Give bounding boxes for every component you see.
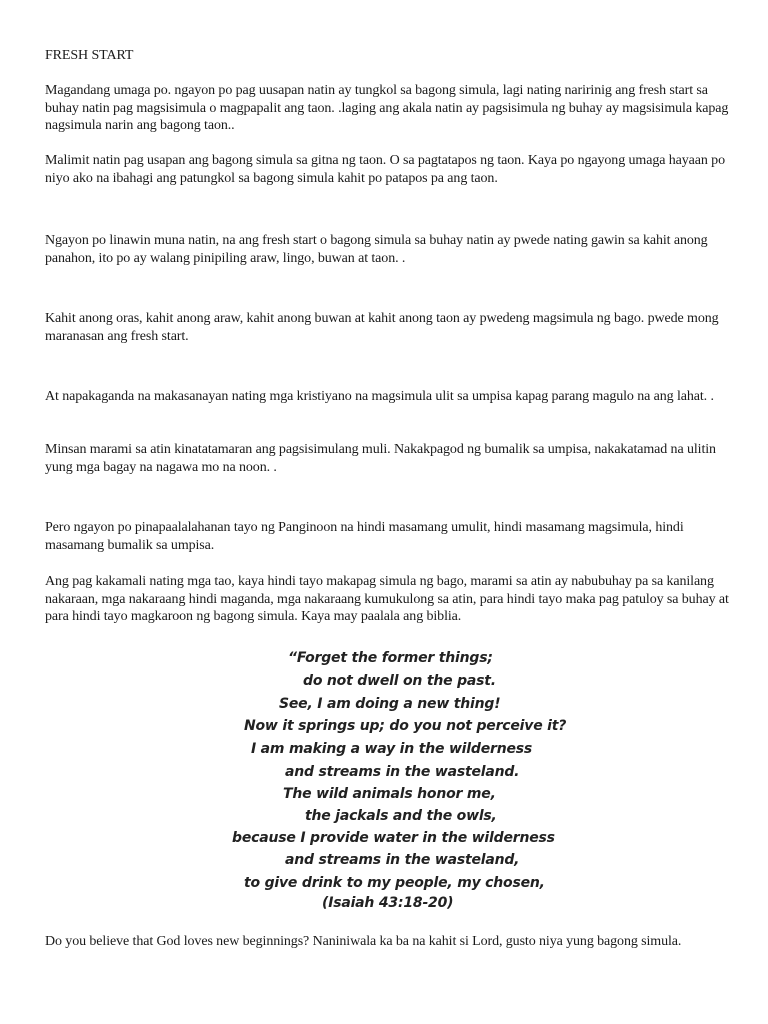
verse-line: because I provide water in the wilderness [232, 830, 555, 846]
verse-line: and streams in the wasteland. [285, 764, 520, 780]
verse-line: Now it springs up; do you not perceive it? [244, 718, 567, 734]
paragraph: Do you believe that God loves new beginnings? Naniniwala ka ba na kahit si Lord, gusto niya yung bagong simula. [45, 934, 682, 949]
verse-line: I am making a way in the wilderness [251, 741, 533, 757]
document-title: FRESH START [45, 48, 134, 63]
verse-line: The wild animals honor me, [283, 786, 496, 802]
paragraph: Minsan marami sa atin kinatatamaran ang pagsisimulang muli. Nakakpagod ng bumalik sa umpisa, nakakatamad na ulitin yung mga bagay na nagawa mo na noon. . [45, 442, 716, 475]
paragraph: At napakaganda na makasanayan nating mga kristiyano na magsimula ulit sa umpisa kapag parang magulo na ang lahat. . [45, 389, 714, 404]
verse-line: and streams in the wasteland, [285, 852, 520, 868]
paragraph: Ang pag kakamali nating mga tao, kaya hindi tayo makapag simula ng bago, marami sa atin ay nabubuhay pa sa kanilang nakaraan, mga nakaraang hindi maganda, mga nakaraang kumukulong sa atin, para hindi tayo maka pag patuloy sa buhay at para hindi tayo magkaroon ng bagong simula. Kaya may paalala ang biblia. [45, 574, 729, 624]
paragraph: Pero ngayon po pinapaalalahanan tayo ng Panginoon na hindi masamang umulit, hindi masamang magsimula, hindi masamang bumalik sa umpisa. [45, 520, 684, 553]
paragraph: Kahit anong oras, kahit anong araw, kahit anong buwan at kahit anong taon ay pwedeng magsimula ng bago. pwede mong maranasan ang fresh start. [45, 311, 719, 344]
paragraph: Malimit natin pag usapan ang bagong simula sa gitna ng taon. O sa pagtatapos ng taon. Kaya po ngayong umaga hayaan po niyo ako na ibahagi ang patungkol sa bagong simula kahit po patapos pa ang taon. [45, 153, 725, 186]
verse-line: the jackals and the owls, [305, 808, 497, 824]
verse-line: to give drink to my people, my chosen, [244, 875, 545, 891]
verse-line: See, I am doing a new thing! [279, 696, 501, 712]
paragraph: Ngayon po linawin muna natin, na ang fresh start o bagong simula sa buhay natin ay pwede nating gawin sa kahit anong panahon, ito po ay walang pinipiling araw, lingo, buwan at taon. . [45, 233, 708, 266]
verse-line: “Forget the former things; [288, 650, 493, 666]
paragraph: Magandang umaga po. ngayon po pag uusapan natin ay tungkol sa bagong simula, lagi nating naririnig ang fresh start sa buhay natin pag magsisimula o magpapalit ang taon. .laging ang akala natin ay pagsisimula ng buhay ay magsisimula kapag nagsimula narin ang bagong taon.. [45, 83, 729, 133]
verse-line: do not dwell on the past. [303, 673, 496, 689]
verse-citation: (Isaiah 43:18-20) [322, 895, 454, 911]
